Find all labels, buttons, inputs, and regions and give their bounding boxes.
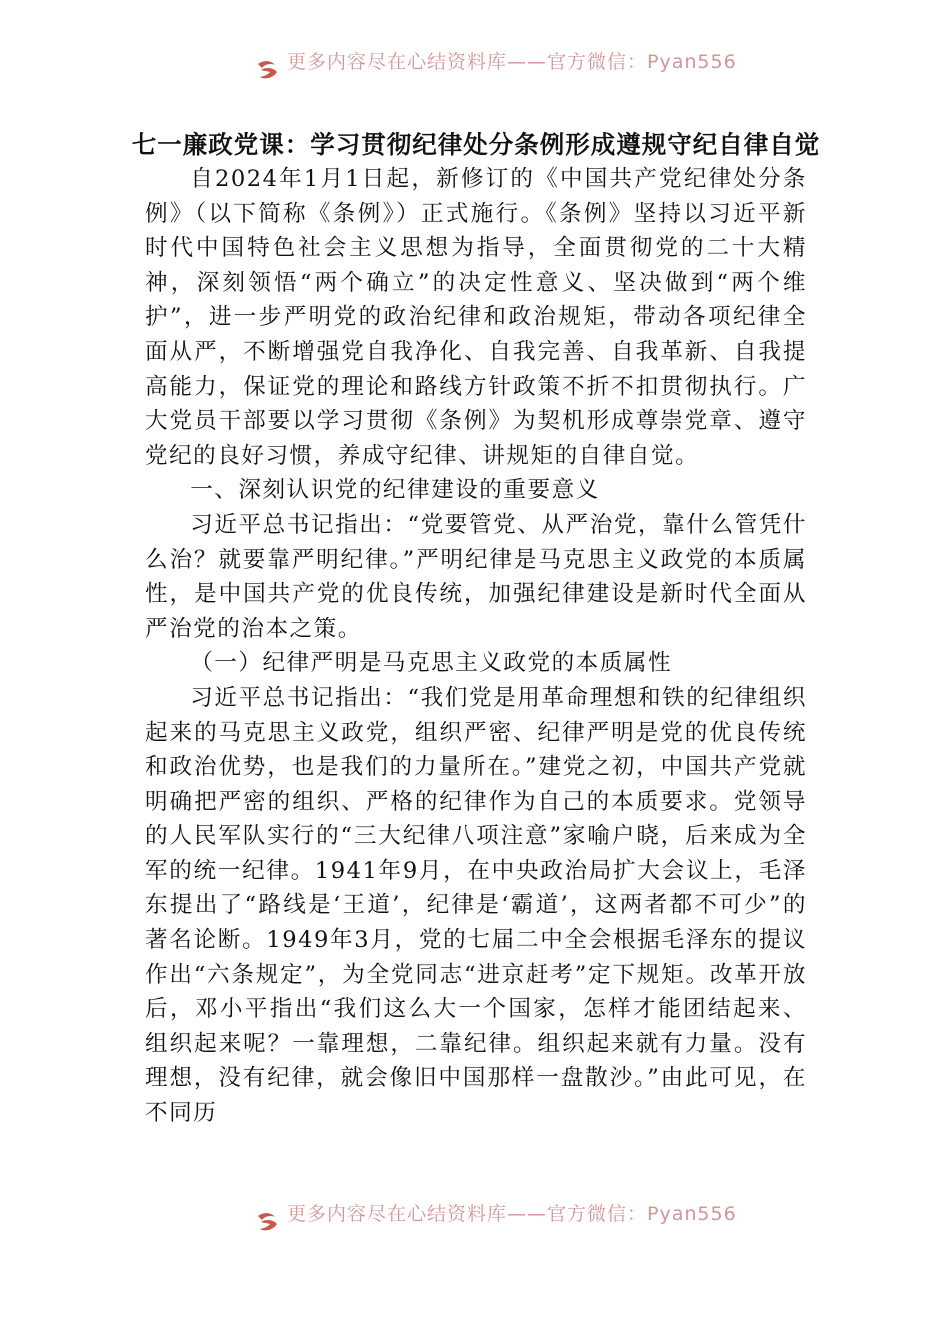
section-heading: 一、深刻认识党的纪律建设的重要意义 <box>190 477 600 504</box>
body-paragraph: 自2024年1月1日起，新修订的《中国共产党纪律处分条例》（以下简称《条例》）正式施行。《条例》坚持以习近平新时代中国特色社会主义思想为指导，全面贯彻党的二十大精神，深刻领悟“两个确立”的决定性意义、坚决做到“两个维护”，进一步严明党的政治纪律和政治规矩，带动各项纪律全面从严，不断增强党自我净化、自我完善、自我革新、自我提高能力，保证党的理论和路线方针政策不折不扣贯彻执行。广大党员干部要以学习贯彻《条例》为契机形成尊崇党章、遵守党纪的良好习惯，养成守纪律、讲规矩的自律自觉。 <box>145 166 807 469</box>
body-paragraph: 习近平总书记指出：“我们党是用革命理想和铁的纪律组织起来的马克思主义政党，组织严密、纪律严明是党的优良传统和政治优势，也是我们的力量所在。”建党之初，中国共产党就明确把严密的组织、严格的纪律作为自己的本质要求。党领导的人民军队实行的“三大纪律八项注意”家喻户晓，后来成为全军的统一纪律。1941年9月，在中央政治局扩大会议上，毛泽东提出了“路线是‘王道’，纪律是‘霸道’，这两者都不可少”的著名论断。1949年3月，党的七届二中全会根据毛泽东的提议作出“六条规定”，为全党同志“进京赶考”定下规矩。改革开放后，邓小平指出“我们这么大一个国家，怎样才能团结起来、组织起来呢？一靠理想，二靠纪律。组织起来就有力量。没有理想，没有纪律，就会像旧中国那样一盘散沙。”由此可见，在不同历 <box>145 684 807 1127</box>
watermark-logo-icon <box>255 1210 281 1234</box>
watermark-logo-icon <box>255 58 281 82</box>
header-watermark <box>0 52 950 84</box>
footer-watermark <box>0 1204 950 1236</box>
document-title: 七一廉政党课：学习贯彻纪律处分条例形成遵规守纪自律自觉 <box>131 130 821 159</box>
watermark-text: 更多内容尽在心结资料库——官方微信：Pyan556 <box>287 1204 737 1225</box>
body-paragraph: 习近平总书记指出：“党要管党、从严治党，靠什么管凭什么治？就要靠严明纪律。”严明纪律是马克思主义政党的本质属性，是中国共产党的优良传统，加强纪律建设是新时代全面从严治党的治本之策。 <box>145 511 807 642</box>
watermark-text: 更多内容尽在心结资料库——官方微信：Pyan556 <box>287 52 737 73</box>
document-page <box>131 128 821 1131</box>
subsection-heading: （一）纪律严明是马克思主义政党的本质属性 <box>190 650 673 677</box>
